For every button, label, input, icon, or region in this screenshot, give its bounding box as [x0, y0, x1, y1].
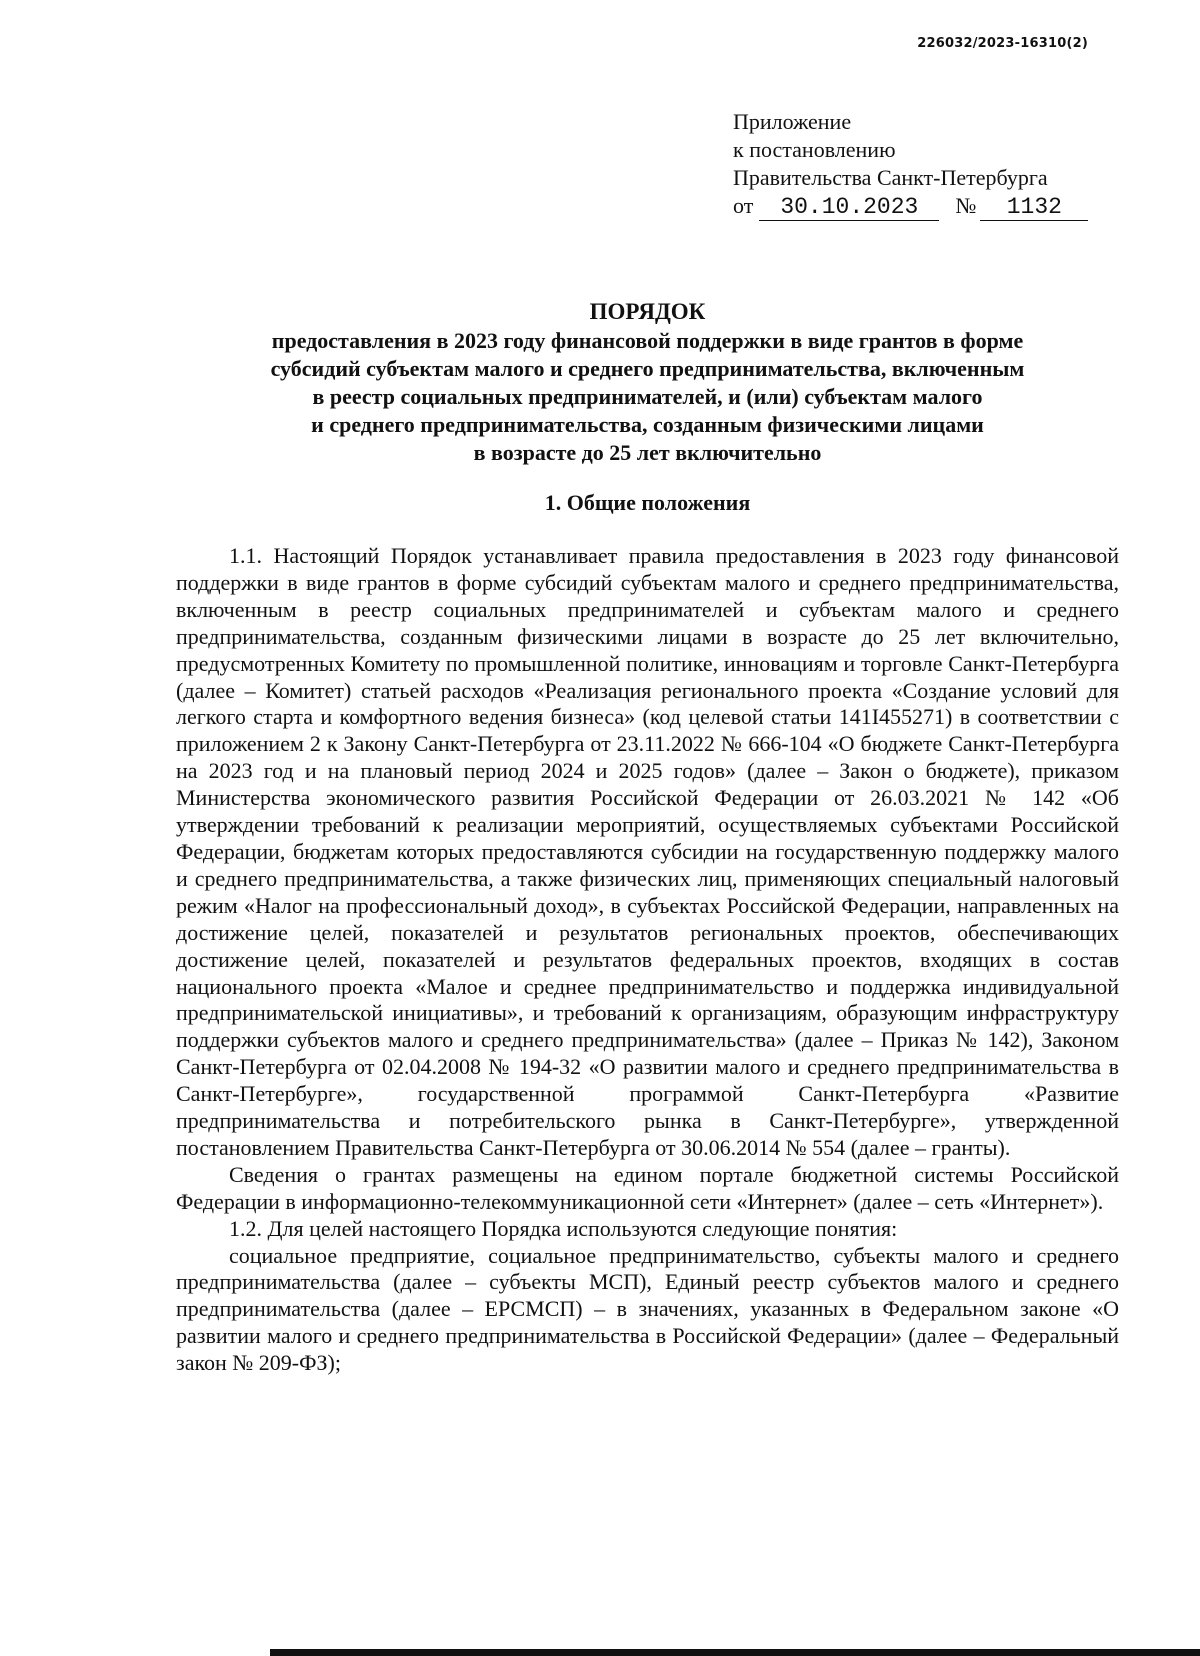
- appendix-line-2: к постановлению: [733, 137, 896, 162]
- number-label: №: [955, 193, 977, 218]
- heading-line-3: в реестр социальных предпринимателей, и (или) субъектам малого: [312, 384, 983, 409]
- appendix-line-1: Приложение: [733, 109, 852, 134]
- decree-number: 1132: [980, 194, 1088, 221]
- paragraph-1-1: 1.1. Настоящий Порядок устанавливает правила предоставления в 2023 году финансовой поддержки в виде грантов в форме субсидий субъектам малого и среднего предпринимательства, включенным в реестр социальных предпринимателей и субъектам малого и среднего предпринимательства, созданным физическими лицами в возрасте до 25 лет включительно, предусмотренных Комитету по промышленной политике, инновациям и торговле Санкт-Петербурга (далее – Комитет) статьей расходов «Реализация регионального проекта «Создание условий для легкого старта и комфортного ведения бизнеса» (код целевой статьи 141I455271) в соответствии с приложением 2 к Закону Санкт-Петербурга от 23.11.2022 № 666-104 «О бюджете Санкт-Петербурга на 2023 год и на плановый период 2024 и 2025 годов» (далее – Закон о бюджете), приказом Министерства экономического развития Российской Федерации от 26.03.2021 № 142 «Об утверждении требований к реализации мероприятий, осуществляемых субъектами Российской Федерации, бюджетам которых предоставляются субсидии на государственную поддержку малого и среднего предпринимательства, а также физических лиц, применяющих специальный налоговый режим «Налог на профессиональный доход», в субъектах Российской Федерации, направленных на достижение целей, показателей и результатов региональных проектов, обеспечивающих достижение целей, показателей и результатов федеральных проектов, входящих в состав национального проекта «Малое и среднее предпринимательство и поддержка индивидуальной предпринимательской инициативы», и требований к организациям, образующим инфраструктуру поддержки субъектов малого и среднего предпринимательства» (далее – Приказ № 142), Законом Санкт-Петербурга от 02.04.2008 № 194-32 «О развитии малого и среднего предпринимательства в Санкт-Петербурге», государственной программой Санкт-Петербурга «Развитие предпринимательства и потребительского рынка в Санкт-Петербурге», утвержденной постановлением Правительства Санкт-Петербурга от 30.06.2014 № 554 (далее – гранты).: [176, 543, 1119, 1160]
- paragraph-1-2: 1.2. Для целей настоящего Порядка используются следующие понятия:: [229, 1215, 898, 1241]
- heading-line-1: предоставления в 2023 году финансовой поддержки в виде грантов в форме: [271, 328, 1024, 353]
- appendix-block: [733, 108, 1088, 221]
- appendix-line-3: Правительства Санкт-Петербурга: [733, 165, 1048, 190]
- document-id: 226032/2023-16310(2): [917, 36, 1088, 51]
- appendix-reference-line: [733, 192, 1088, 221]
- section-title: 1. Общие положения: [544, 490, 751, 515]
- scan-edge-rule: [270, 1649, 1200, 1656]
- heading-line-2: субсидий субъектам малого и среднего предпринимательства, включенным: [270, 356, 1025, 381]
- document-title: ПОРЯДОК: [589, 299, 706, 324]
- paragraph-definitions: социальное предприятие, социальное предпринимательство, субъекты малого и среднего предпринимательства (далее – субъекты МСП), Единый реестр субъектов малого и среднего предпринимательства (далее – ЕРСМСП) – в значениях, указанных в Федеральном законе «О развитии малого и среднего предпринимательства в Российской Федерации» (далее – Федеральный закон № 209-ФЗ);: [176, 1242, 1119, 1376]
- paragraph-grants-info: Сведения о грантах размещены на едином портале бюджетной системы Российской Федерации в информационно-телекоммуникационной сети «Интернет» (далее – сеть «Интернет»).: [176, 1161, 1119, 1214]
- document-heading: [176, 298, 1119, 467]
- from-label: от: [733, 193, 754, 218]
- heading-line-4: и среднего предпринимательства, созданным физическими лицами: [311, 412, 984, 437]
- document-body: [176, 543, 1119, 1377]
- decree-date: 30.10.2023: [759, 194, 939, 221]
- heading-line-5: в возрасте до 25 лет включительно: [473, 440, 822, 465]
